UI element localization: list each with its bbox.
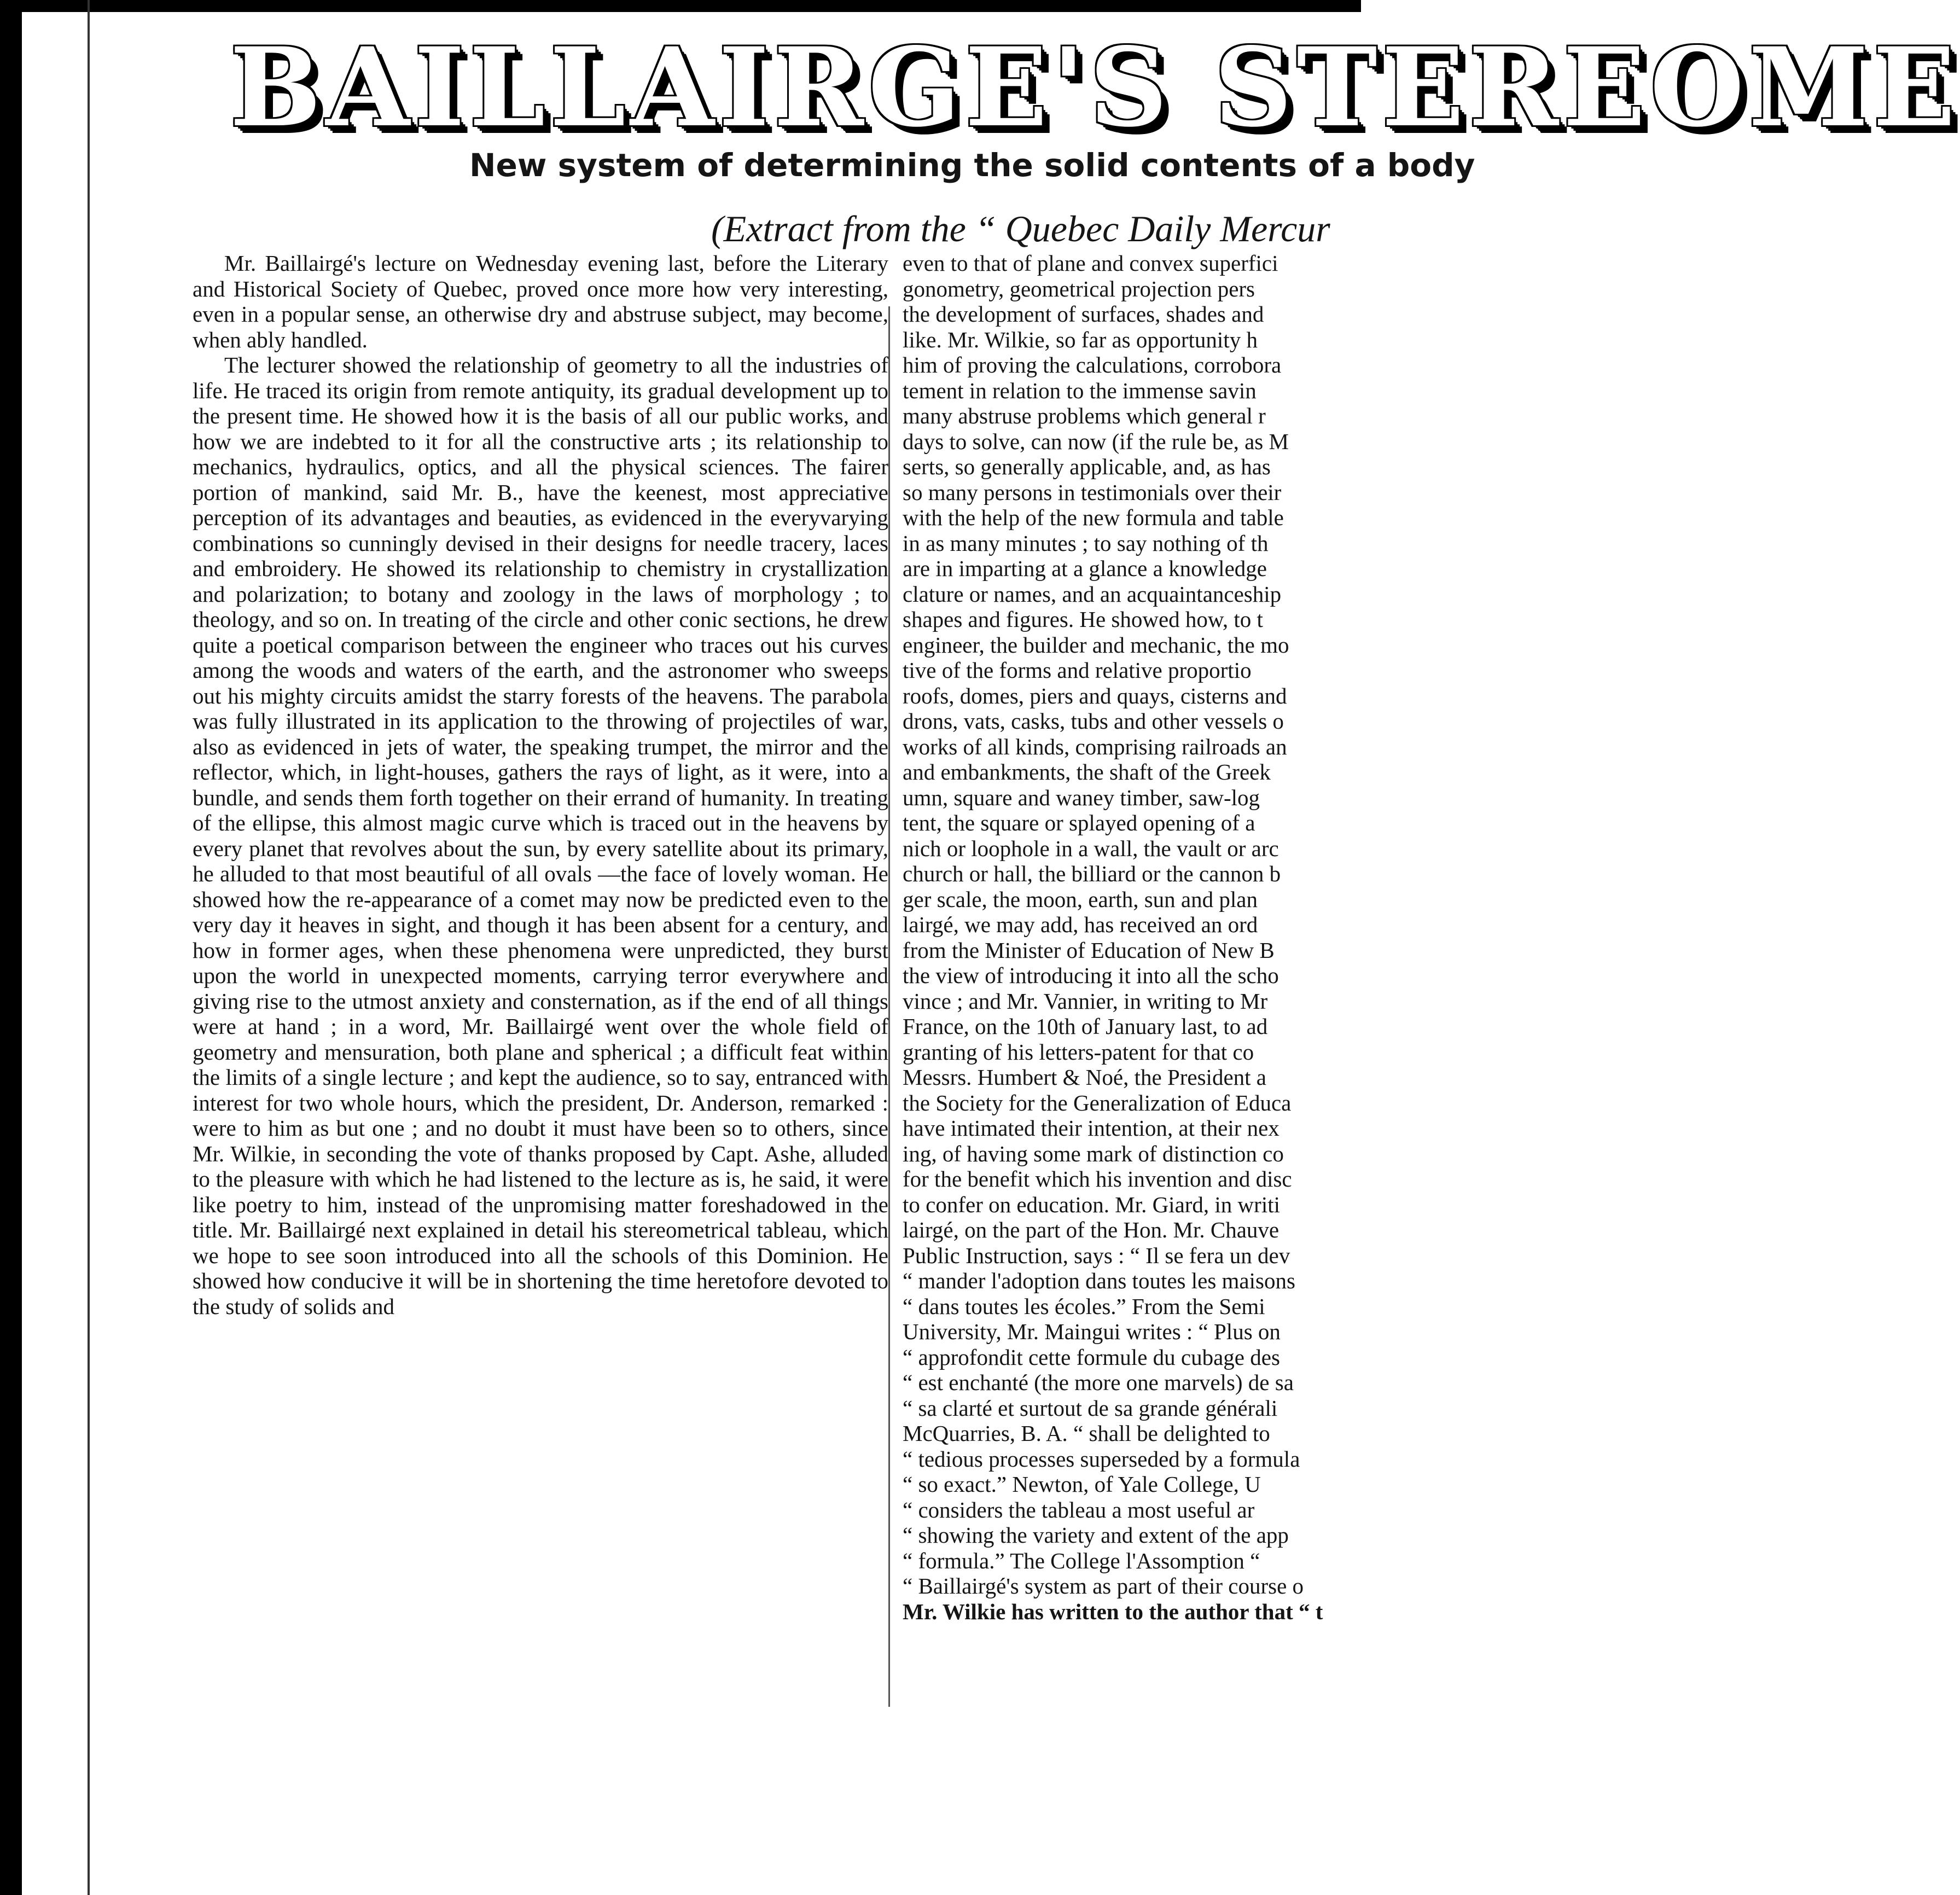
article-left-column	[193, 251, 888, 1706]
right-column-line: nich or loophole in a wall, the vault or arc	[903, 835, 1279, 861]
right-column-line: tive of the forms and relative proportio	[903, 658, 1252, 683]
right-column-line: vince ; and Mr. Vannier, in writing to Mr	[903, 988, 1268, 1014]
right-column-line: drons, vats, casks, tubs and other vessels o	[903, 708, 1284, 734]
right-column-line: for the benefit which his invention and disc	[903, 1166, 1292, 1191]
right-column-line: the Society for the Generalization of Educa	[903, 1090, 1292, 1115]
right-column-line: France, on the 10th of January last, to ad	[903, 1014, 1268, 1039]
source-attribution: (Extract from the “ Quebec Daily Mercur	[711, 208, 1330, 249]
right-column-line: roofs, domes, piers and quays, cisterns and	[903, 683, 1287, 708]
right-column-line: the development of surfaces, shades and	[903, 301, 1264, 327]
right-column-line: Mr. Wilkie has written to the author that “ t	[903, 1598, 1323, 1624]
right-column-line: like. Mr. Wilkie, so far as opportunity h	[903, 327, 1258, 352]
right-column-line: engineer, the builder and mechanic, the mo	[903, 632, 1289, 658]
right-column-line: serts, so generally applicable, and, as has	[903, 454, 1271, 479]
paragraph-lecture-body: The lecturer showed the relationship of geometry to all the industries of life. He traced its origin from remote antiquity, its gradual development up to the present time. He showed how it is the basis of all our public works, and how we are indebted to it for all the constructive arts ; its relationship to mechanics, hydraulics, optics, and all the physical sciences. The fairer portion of mankind, said Mr. B., have the keenest, most appreciative perception of its advantages and beauties, as evidenced in the everyvarying combinations so cunningly devised in their designs for needle tracery, laces and embroidery. He showed its relationship to chemistry in crystallization and polarization; to botany and zoology in the laws of morphology ; to theology, and so on. In treating of the circle and other conic sections, he drew quite a poetical comparison between the engineer who traces out his curves among the woods and waters of the earth, and the astronomer who sweeps out his mighty circuits amidst the starry forests of the heavens. The parabola was fully illustrated in its application to the throwing of projectiles of war, also as evidenced in jets of water, the speaking trumpet, the mirror and the reflector, which, in light-houses, gathers the rays of light, as it were, into a bundle, and sends them forth together on their errand of humanity. In treating of the ellipse, this almost magic curve which is traced out in the heavens by every planet that revolves about the sun, by every satellite about its primary, he alluded to that most beautiful of all ovals —the face of lovely woman. He showed how the re-appearance of a comet may now be predicted even to the very day it heaves in sight, and though it has been absent for a century, and how in former ages, when these phenomena were unpredicted, they burst upon the world in unexpected moments, carrying terror everywhere and giving rise to the utmost anxiety and consternation, as if the end of all things were at hand ; in a word, Mr. Baillairgé went over the whole field of geometry and mensuration, both plane and spherical ; a difficult feat within the limits of a single lecture ; and kept the audience, so to say, entranced with interest for two whole hours, which the president, Dr. Anderson, remarked : were to him as but one ; and no doubt it must have been so to others, since Mr. Wilkie, in seconding the vote of thanks proposed by Capt. Ashe, alluded to the pleasure with which he had listened to the lecture as is, he said, it were like poetry to him, instead of the unpromising matter foreshadowed in the title. Mr. Baillairgé next explained in detail his stereometrical tableau, which we hope to see soon introduced into all the schools of this Dominion. He showed how conducive it will be in shortening the time heretofore devoted to the study of solids and	[193, 352, 888, 1319]
right-column-line: “ tedious processes superseded by a formula	[903, 1446, 1300, 1472]
right-column-line: Messrs. Humbert & Noé, the President a	[903, 1065, 1266, 1090]
right-column-line: in as many minutes ; to say nothing of th	[903, 530, 1269, 556]
scan-edge-left	[0, 0, 22, 1895]
right-column-line: “ Baillairgé's system as part of their course o	[903, 1573, 1304, 1598]
right-column-line: “ dans toutes les écoles.” From the Semi	[903, 1293, 1265, 1319]
article-right-column	[903, 251, 1395, 1695]
right-column-line: “ so exact.” Newton, of Yale College, U	[903, 1472, 1261, 1497]
right-column-line: many abstruse problems which general r	[903, 403, 1266, 428]
right-column-line: ger scale, the moon, earth, sun and plan	[903, 886, 1258, 912]
right-column-line: “ approfondit cette formule du cubage des	[903, 1344, 1280, 1370]
right-column-line: ing, of having some mark of distinction co	[903, 1141, 1284, 1166]
right-column-line: and embankments, the shaft of the Greek	[903, 759, 1271, 784]
right-column-line: University, Mr. Maingui writes : “ Plus on	[903, 1319, 1281, 1344]
right-column-line: even to that of plane and convex superfici	[903, 251, 1278, 276]
right-column-line: so many persons in testimonials over their	[903, 479, 1282, 505]
right-column-line: the view of introducing it into all the scho	[903, 963, 1279, 988]
right-column-line: lairgé, on the part of the Hon. Mr. Chauve	[903, 1217, 1279, 1242]
right-column-line: church or hall, the billiard or the cannon b	[903, 861, 1281, 886]
right-column-line: umn, square and waney timber, saw-log	[903, 784, 1260, 810]
right-column-line: works of all kinds, comprising railroads an	[903, 734, 1287, 759]
right-column-line: gonometry, geometrical projection pers	[903, 276, 1255, 301]
right-column-line: from the Minister of Education of New B	[903, 937, 1275, 963]
right-column-line: to confer on education. Mr. Giard, in writi	[903, 1191, 1280, 1217]
right-column-line: tement in relation to the immense savin	[903, 377, 1257, 403]
masthead-title: BAILLAIRGE'S STEREOME	[230, 24, 1960, 151]
right-column-line: are in imparting at a glance a knowledge	[903, 556, 1267, 581]
subheading: New system of determining the solid contents of a body	[469, 147, 1475, 184]
right-column-line: tent, the square or splayed opening of a	[903, 810, 1255, 835]
right-column-line: “ formula.” The College l'Assomption “	[903, 1548, 1260, 1573]
right-column-line: Public Instruction, says : “ Il se fera un dev	[903, 1242, 1290, 1268]
right-column-line: with the help of the new formula and table	[903, 505, 1284, 530]
right-column-line: granting of his letters-patent for that co	[903, 1039, 1254, 1065]
right-column-line: shapes and figures. He showed how, to t	[903, 607, 1263, 632]
right-column-line: “ considers the tableau a most useful ar	[903, 1497, 1255, 1522]
paragraph-intro: Mr. Baillairgé's lecture on Wednesday evening last, before the Literary and Historical Society of Quebec, proved once more how very interesting, even in a popular sense, an otherwise dry and abstruse subject, may become, when ably handled.	[193, 251, 888, 352]
right-column-line: have intimated their intention, at their nex	[903, 1115, 1279, 1141]
right-column-line: McQuarries, B. A. “ shall be delighted to	[903, 1421, 1270, 1446]
right-column-line: clature or names, and an acquaintanceship	[903, 581, 1282, 607]
right-column-line: lairgé, we may add, has received an ord	[903, 912, 1258, 937]
right-column-line: days to solve, can now (if the rule be, as M	[903, 428, 1289, 454]
right-column-line: “ showing the variety and extent of the app	[903, 1522, 1289, 1548]
right-column-line: “ est enchanté (the more one marvels) de sa	[903, 1370, 1294, 1395]
right-column-line: “ mander l'adoption dans toutes les maisons	[903, 1268, 1295, 1293]
right-column-line: him of proving the calculations, corrobora	[903, 352, 1282, 377]
right-column-line: “ sa clarté et surtout de sa grande générali	[903, 1395, 1278, 1421]
column-divider	[888, 306, 890, 1707]
